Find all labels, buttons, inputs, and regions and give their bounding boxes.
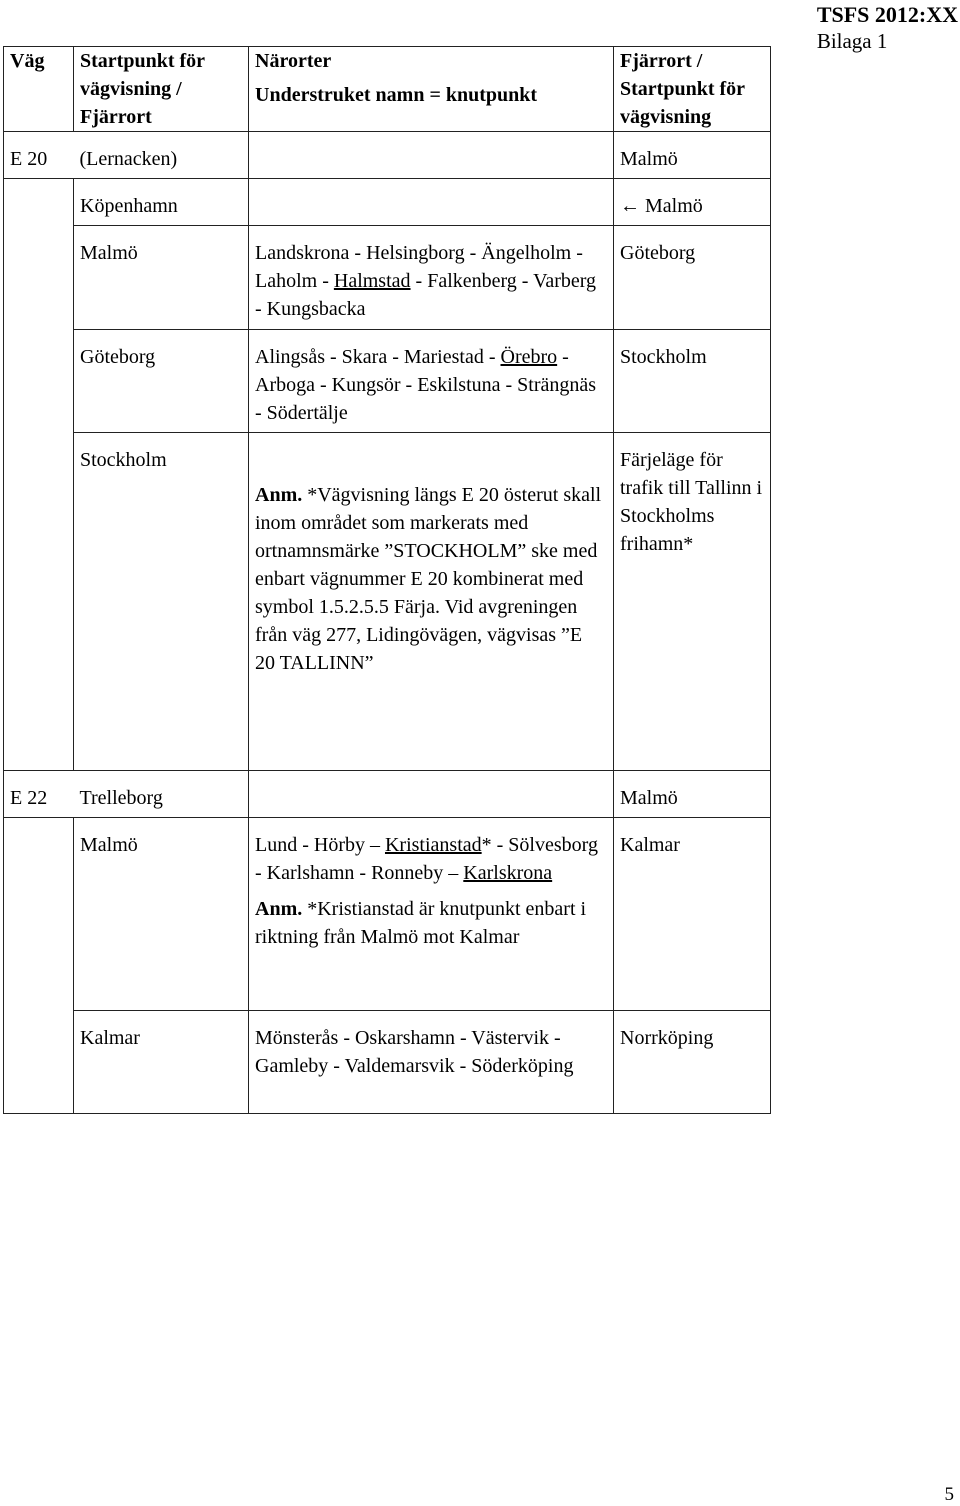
header-road: Väg xyxy=(4,47,74,132)
road-signage-table xyxy=(3,46,771,1114)
near-text: Landskrona - Helsingborg - Ängelholm - Laholm - xyxy=(255,242,583,292)
header-start: Startpunkt för vägvisning / Fjärrort xyxy=(74,47,249,132)
near-cell xyxy=(249,433,614,771)
near-cell xyxy=(249,818,614,1011)
junction-name: Örebro xyxy=(500,346,558,368)
table-row xyxy=(4,179,771,226)
table-row xyxy=(4,771,771,818)
far-cell: Malmö xyxy=(614,771,771,818)
near-cell xyxy=(249,179,614,226)
junction-name: Kristianstad xyxy=(384,834,482,856)
header-far: Fjärrort / Startpunkt för vägvisning xyxy=(614,47,771,132)
note-text: *Vägvisning längs E 20 österut skall inom området som markerats med ortnamnsmärke ”STOCKHOLM” ske med enbart vägnummer E 20 kombinerat med symbol 1.5.2.5.5 Färja. Vid avgreningen från väg 277, Lidingövägen, vägvisas ”E 20 TALLINN” xyxy=(255,484,602,674)
start-cell: Trelleborg xyxy=(74,771,249,818)
annex-label: Bilaga 1 xyxy=(816,29,888,53)
document-code-block xyxy=(817,2,958,54)
near-cell xyxy=(249,132,614,179)
road-cell: E 20 xyxy=(4,132,74,179)
near-cell xyxy=(249,226,614,330)
road-cell-empty xyxy=(4,818,74,1114)
near-text: Alingsås - Skara - Mariestad - xyxy=(255,346,501,368)
note-label: Anm. xyxy=(255,898,303,920)
far-text: Malmö xyxy=(645,195,703,217)
table-row xyxy=(4,1011,771,1114)
note-label: Anm. xyxy=(255,484,303,506)
near-text: Lund - Hörby – xyxy=(255,834,385,856)
road-cell: E 22 xyxy=(4,771,74,818)
page-number: 5 xyxy=(944,1484,954,1505)
near-text: * - Sölvesborg - Karlshamn - Ronneby – xyxy=(255,834,598,884)
header-near xyxy=(249,47,614,132)
near-text: - Arboga - Kungsör - Eskilstuna - Strängnäs - Södertälje xyxy=(255,346,597,424)
far-cell: Kalmar xyxy=(614,818,771,1011)
start-cell: Malmö xyxy=(74,818,249,1011)
near-text: - Falkenberg - Varberg - Kungsbacka xyxy=(255,270,597,320)
junction-name: Halmstad xyxy=(333,270,411,292)
near-cell xyxy=(249,330,614,433)
start-cell: Kalmar xyxy=(74,1011,249,1114)
start-cell: Köpenhamn xyxy=(74,179,249,226)
far-cell: Göteborg xyxy=(614,226,771,330)
start-cell: Malmö xyxy=(74,226,249,330)
header-row xyxy=(4,47,771,132)
far-cell xyxy=(614,179,771,226)
document-code: TSFS 2012:XX xyxy=(816,2,958,27)
table-row xyxy=(4,433,771,771)
far-cell: Färjeläge för trafik till Tallinn i Stockholms frihamn* xyxy=(614,433,771,771)
road-cell-empty xyxy=(4,179,74,771)
near-cell: Mönsterås - Oskarshamn - Västervik - Gamleby - Valdemarsvik - Söderköping xyxy=(249,1011,614,1114)
note-text: *Kristianstad är knutpunkt enbart i riktning från Malmö mot Kalmar xyxy=(255,898,587,948)
table-row xyxy=(4,330,771,433)
near-cell xyxy=(249,771,614,818)
start-cell: (Lernacken) xyxy=(74,132,249,179)
table-row xyxy=(4,818,771,1011)
far-cell: Norrköping xyxy=(614,1011,771,1114)
table-row xyxy=(4,226,771,330)
arrow-left-icon: ← xyxy=(620,195,640,217)
header-near-subtitle: Understruket namn = knutpunkt xyxy=(255,84,538,106)
far-cell: Malmö xyxy=(614,132,771,179)
junction-name: Karlskrona xyxy=(463,862,553,884)
far-cell: Stockholm xyxy=(614,330,771,433)
header-near-title: Närorter xyxy=(255,50,332,72)
table-row xyxy=(4,132,771,179)
start-cell: Göteborg xyxy=(74,330,249,433)
start-cell: Stockholm xyxy=(74,433,249,771)
